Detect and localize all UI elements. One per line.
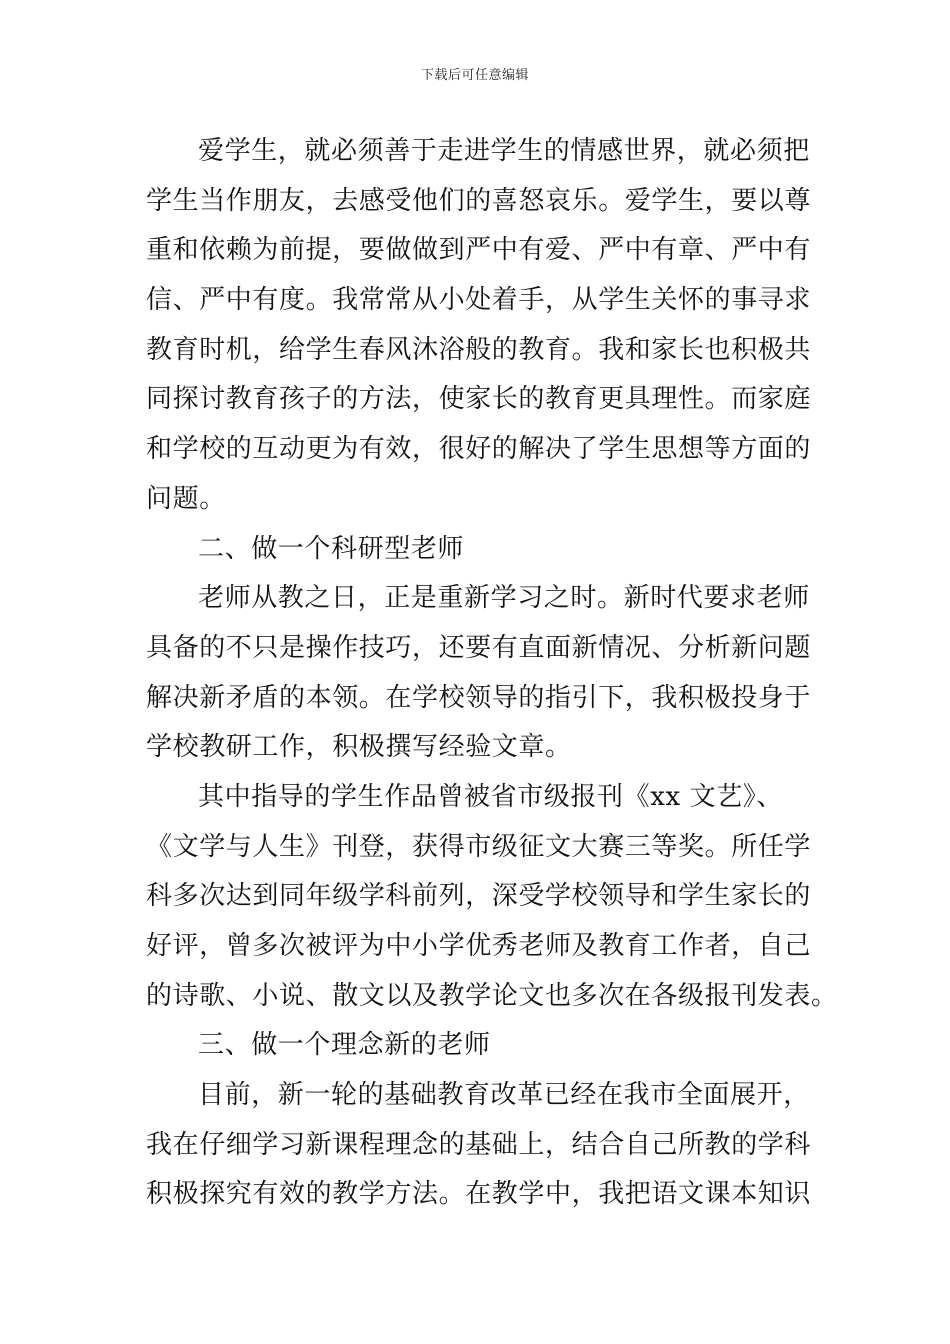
section-heading: 二、做一个科研型老师: [198, 533, 465, 564]
paragraph-line: 我在仔细学习新课程理念的基础上，结合自己所教的学科: [146, 1129, 812, 1160]
paragraph-line: 《文学与人生》刊登，获得市级征文大赛三等奖。所任学: [146, 831, 812, 862]
paragraph-line: 科多次达到同年级学科前列，深受学校领导和学生家长的: [146, 881, 812, 912]
paragraph-line: 的诗歌、小说、散文以及教学论文也多次在各级报刊发表。: [146, 980, 838, 1011]
paragraph-line: 学校教研工作，积极撰写经验文章。: [146, 732, 572, 763]
paragraph-line: 老师从教之日，正是重新学习之时。新时代要求老师: [198, 583, 810, 614]
document-body: [146, 127, 838, 1220]
paragraph-line: 目前，新一轮的基础教育改革已经在我市全面展开，: [198, 1080, 810, 1111]
paragraph-line: 同探讨教育孩子的方法，使家长的教育更具理性。而家庭: [146, 384, 812, 415]
paragraph-line: 好评，曾多次被评为中小学优秀老师及教育工作者，自己: [146, 931, 812, 961]
paragraph-line: 积极探究有效的教学方法。在教学中，我把语文课本知识: [146, 1179, 812, 1210]
paragraph-line: 具备的不只是操作技巧，还要有直面新情况、分析新问题: [146, 632, 812, 663]
paragraph-line: 问题。: [146, 483, 226, 514]
page-header: 下载后可任意编辑: [420, 68, 529, 83]
paragraph-line: 其中指导的学生作品曾被省市级报刊《xx 文艺》、: [198, 781, 783, 812]
paragraph-line: 学生当作朋友，去感受他们的喜怒哀乐。爱学生，要以尊: [146, 185, 812, 216]
section-heading: 三、做一个理念新的老师: [198, 1030, 491, 1061]
paragraph-line: 和学校的互动更为有效，很好的解决了学生思想等方面的: [146, 434, 812, 465]
paragraph-line: 解决新矛盾的本领。在学校领导的指引下，我积极投身于: [146, 682, 812, 713]
paragraph-line: 重和依赖为前提，要做做到严中有爱、严中有章、严中有: [146, 235, 812, 266]
paragraph-line: 教育时机，给学生春风沐浴般的教育。我和家长也积极共: [146, 334, 812, 365]
paragraph-line: 信、严中有度。我常常从小处着手，从学生关怀的事寻求: [146, 285, 812, 316]
paragraph-line: 爱学生，就必须善于走进学生的情感世界，就必须把: [198, 136, 810, 166]
